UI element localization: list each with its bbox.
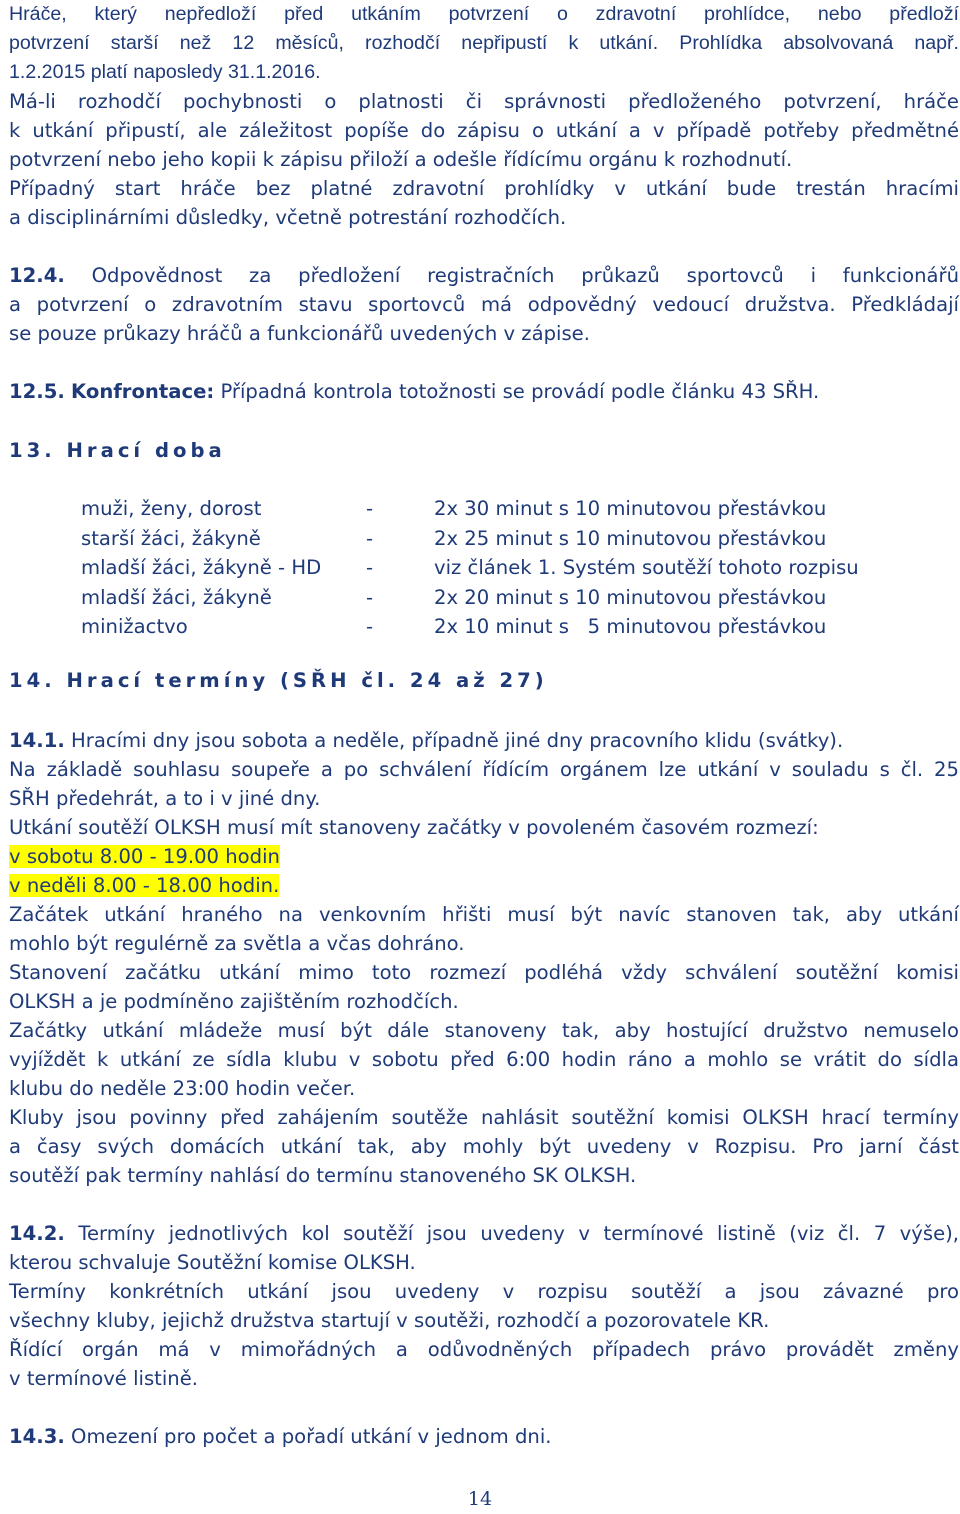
heading-14 (9, 666, 959, 695)
page-number: 14 (467, 1488, 493, 1510)
section-number: 14.1. (9, 729, 65, 752)
text-line: SŘH předehrát, a to i v jiné dny. (9, 787, 321, 810)
duration-cell: viz článek 1. Systém soutěží tohoto rozpisu (434, 556, 859, 580)
duration-cell: 2x 25 minut s 10 minutovou přestávkou (434, 526, 827, 550)
dash-cell: - (366, 497, 374, 520)
text-line: Hráče, který nepředloží před utkáním potvrzení o zdravotní prohlídce, nebo předloží (9, 3, 959, 25)
section-number: 14.2. (9, 1222, 65, 1245)
category-cell: muži, ženy, dorost (81, 497, 262, 520)
text-line: k utkání připustí, ale záležitost popíše do zápisu o utkání a v případě potřeby předmětné (9, 119, 959, 142)
text-line: Začátky utkání mládeže musí být dále stanoveny tak, aby hostující družstvo nemuselo (9, 1019, 959, 1042)
text-line: v termínové listině. (9, 1367, 199, 1390)
dash-cell: - (366, 615, 374, 639)
section-number: 12.5. (9, 380, 65, 403)
text-line: všechny kluby, jejichž družstva startují v soutěži, rozhodčí a pozorovatele KR. (9, 1309, 770, 1332)
text-line: a potvrzení o zdravotním stavu sportovců má odpovědný vedoucí družstva. Předkládají (9, 293, 959, 316)
text-line: Má-li rozhodčí pochybnosti o platnosti či správnosti předloženého potvrzení, hráče (9, 90, 959, 113)
text-line: Termíny konkrétních utkání jsou uvedeny v rozpisu soutěží a jsou závazné pro (9, 1280, 959, 1303)
text-line: Řídící orgán má v mimořádných a odůvodněných případech právo provádět změny (9, 1338, 959, 1361)
duration-cell: 2x 30 minut s 10 minutovou přestávkou (434, 497, 827, 520)
category-cell: mladší žáci, žákyně (81, 585, 272, 609)
dash-cell: - (366, 556, 374, 580)
heading-13 (9, 436, 959, 465)
duration-cell: 2x 20 minut s 10 minutovou přestávkou (434, 585, 827, 609)
text-line: potvrzení starší než 12 měsíců, rozhodčí nepřipustí k utkání. Prohlídka absolvovaná např. (9, 32, 959, 54)
text-line: Utkání soutěží OLKSH musí mít stanoveny začátky v povoleném časovém rozmezí: (9, 816, 819, 839)
section-14-3 (9, 1422, 959, 1451)
section-heading: 14. Hrací termíny (SŘH čl. 24 až 27) (9, 669, 548, 692)
category-cell: mladší žáci, žákyně - HD (81, 556, 322, 580)
saturday-hours: v sobotu 8.00 - 19.00 hodin (9, 845, 280, 868)
text-line: Termíny jednotlivých kol soutěží jsou uvedeny v termínové listině (viz čl. 7 výše), (78, 1222, 959, 1245)
text-line: 1.2.2015 platí naposledy 31.1.2016. (9, 61, 321, 83)
text-line: klubu do neděle 23:00 hodin večer. (9, 1077, 356, 1100)
section-number: 14.3. (9, 1425, 65, 1448)
text-line: Stanovení začátku utkání mimo toto rozmezí podléhá vždy schválení soutěžní komisi (9, 961, 959, 984)
section-number: 12.4. (9, 264, 65, 287)
category-cell: minižactvo (81, 615, 188, 639)
confrontation-label: Konfrontace: (71, 380, 215, 403)
text-line: Kluby jsou povinny před zahájením soutěže nahlásit soutěžní komisi OLKSH hrací termíny (9, 1106, 959, 1129)
section-12-4 (9, 261, 959, 348)
section-12-5 (9, 377, 959, 406)
text-line: se pouze průkazy hráčů a funkcionářů uvedených v zápise. (9, 322, 590, 345)
text-line: OLKSH a je podmíněno zajištěním rozhodčích. (9, 990, 459, 1013)
text-line: Omezení pro počet a pořadí utkání v jednom dni. (71, 1425, 552, 1448)
text-line: potvrzení nebo jeho kopii k zápisu přiloží a odešle řídícímu orgánu k rozhodnutí. (9, 148, 793, 171)
text-line: a disciplinárními důsledky, včetně potrestání rozhodčích. (9, 206, 567, 229)
sunday-hours: v neděli 8.00 - 18.00 hodin. (9, 874, 280, 897)
text-line: Odpovědnost za předložení registračních průkazů sportovců i funkcionářů (91, 264, 959, 287)
intro-paragraph (9, 0, 959, 87)
text-line: Hracími dny jsou sobota a neděle, případně jiné dny pracovního klidu (svátky). (71, 729, 844, 752)
dash-cell: - (366, 585, 374, 609)
text-line: Případný start hráče bez platné zdravotní prohlídky v utkání bude trestán hracími (9, 177, 959, 200)
category-cell: starší žáci, žákyně (81, 526, 261, 550)
doubt-paragraph (9, 87, 959, 232)
text-line: Na základě souhlasu soupeře a po schválení řídícím orgánem lze utkání v souladu s čl. 25 (9, 758, 959, 781)
text-line: Začátek utkání hraného na venkovním hřišti musí být navíc stanoven tak, aby utkání (9, 903, 959, 926)
text-line: kterou schvaluje Soutěžní komise OLKSH. (9, 1251, 416, 1274)
text-line: Případná kontrola totožnosti se provádí podle článku 43 SŘH. (220, 380, 820, 403)
text-line: soutěží pak termíny nahlásí do termínu stanoveného SK OLKSH. (9, 1164, 637, 1187)
text-line: vyjíždět k utkání ze sídla klubu v sobotu před 6:00 hodin ráno a mohlo se vrátit do sídla (9, 1048, 959, 1071)
section-heading: 13. Hrací doba (9, 439, 226, 462)
dash-cell: - (366, 526, 374, 550)
duration-cell: 2x 10 minut s 5 minutovou přestávkou (434, 615, 827, 639)
text-line: mohlo být regulérně za světla a včas dohráno. (9, 932, 465, 955)
text-line: a časy svých domácích utkání tak, aby mohly být uvedeny v Rozpisu. Pro jarní část (9, 1135, 959, 1158)
section-14-2 (9, 1219, 959, 1393)
section-14-1 (9, 726, 959, 1190)
